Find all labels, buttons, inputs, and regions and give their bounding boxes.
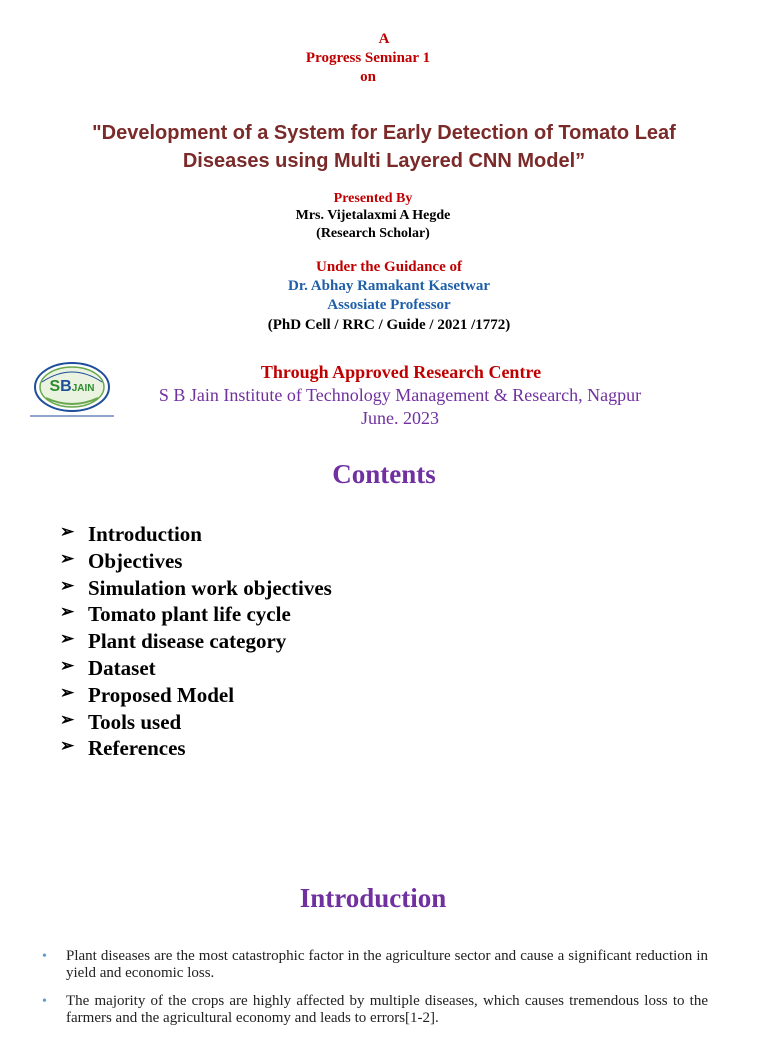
contents-item-label: Tomato plant life cycle: [88, 602, 291, 627]
guide-role: Assosiate Professor: [327, 297, 451, 313]
contents-item-label: Introduction: [88, 522, 202, 546]
presenter-role: (Research Scholar): [316, 226, 430, 241]
contents-item-label: Proposed Model: [88, 682, 235, 707]
contents-item-label: Simulation work objectives: [88, 575, 332, 600]
arrow-bullet-icon: ➢: [60, 522, 75, 541]
contents-item: [60, 655, 332, 682]
contents-item: [60, 628, 332, 655]
presented-by-label: Presented By: [333, 191, 413, 206]
contents-item-label: References: [88, 736, 186, 761]
thesis-title-line1: "Development of a System for Early Detection of Tomato Leaf: [92, 122, 676, 144]
introduction-bullet: [42, 993, 708, 1027]
contents-list: [60, 521, 332, 762]
guidance-label: Under the Guidance of: [316, 259, 462, 275]
contents-item: [60, 735, 332, 762]
contents-item: [60, 575, 332, 602]
seminar-a: A: [378, 31, 390, 47]
thesis-title-line2: Diseases using Multi Layered CNN Model”: [182, 150, 586, 172]
arrow-bullet-icon: ➢: [60, 655, 75, 675]
arrow-bullet-icon: ➢: [60, 682, 75, 702]
introduction-heading: Introduction: [299, 883, 447, 913]
contents-item: [60, 521, 332, 548]
introduction-bullet-text: Plant diseases are the most catastrophic factor in the agriculture sector and cause a significant reduction in yield and economic loss.: [66, 948, 708, 981]
introduction-bullets: [42, 948, 708, 1038]
institute-name: S B Jain Institute of Technology Management & Research, Nagpur: [158, 385, 642, 405]
logo-letter-s: S: [49, 378, 61, 395]
contents-item: [60, 548, 332, 575]
arrow-bullet-icon: ➢: [60, 709, 75, 729]
arrow-bullet-icon: ➢: [60, 629, 75, 649]
introduction-bullet: [42, 948, 708, 982]
logo-word-jain: JAIN: [71, 383, 95, 394]
contents-item-label: Objectives: [88, 548, 183, 573]
contents-item-label: Plant disease category: [88, 629, 287, 654]
contents-item: [60, 601, 332, 628]
contents-item-label: Tools used: [88, 709, 182, 734]
seminar-label: Progress Seminar 1: [305, 50, 431, 66]
seminar-date: June. 2023: [361, 408, 439, 428]
guide-name: Dr. Abhay Ramakant Kasetwar: [288, 278, 490, 294]
presenter-name: Mrs. Vijetalaxmi A Hegde: [295, 208, 451, 223]
seminar-on: on: [360, 69, 376, 85]
contents-item-label: Dataset: [88, 655, 156, 680]
contents-heading: Contents: [332, 459, 436, 489]
research-centre-label: Through Approved Research Centre: [260, 362, 542, 382]
guide-reference: (PhD Cell / RRC / Guide / 2021 /1772): [267, 317, 511, 333]
logo-letter-b: B: [60, 378, 72, 395]
contents-item: [60, 682, 332, 709]
bullet-dot-icon: •: [42, 949, 47, 964]
arrow-bullet-icon: ➢: [60, 548, 75, 568]
arrow-bullet-icon: ➢: [60, 736, 75, 756]
contents-item: [60, 709, 332, 736]
bullet-dot-icon: •: [42, 994, 47, 1009]
arrow-bullet-icon: ➢: [60, 575, 75, 595]
introduction-bullet-text: The majority of the crops are highly affected by multiple diseases, which causes tremendous loss to the farmers and the agricultural economy and leads to errors[1-2].: [66, 993, 708, 1026]
arrow-bullet-icon: ➢: [60, 602, 75, 622]
